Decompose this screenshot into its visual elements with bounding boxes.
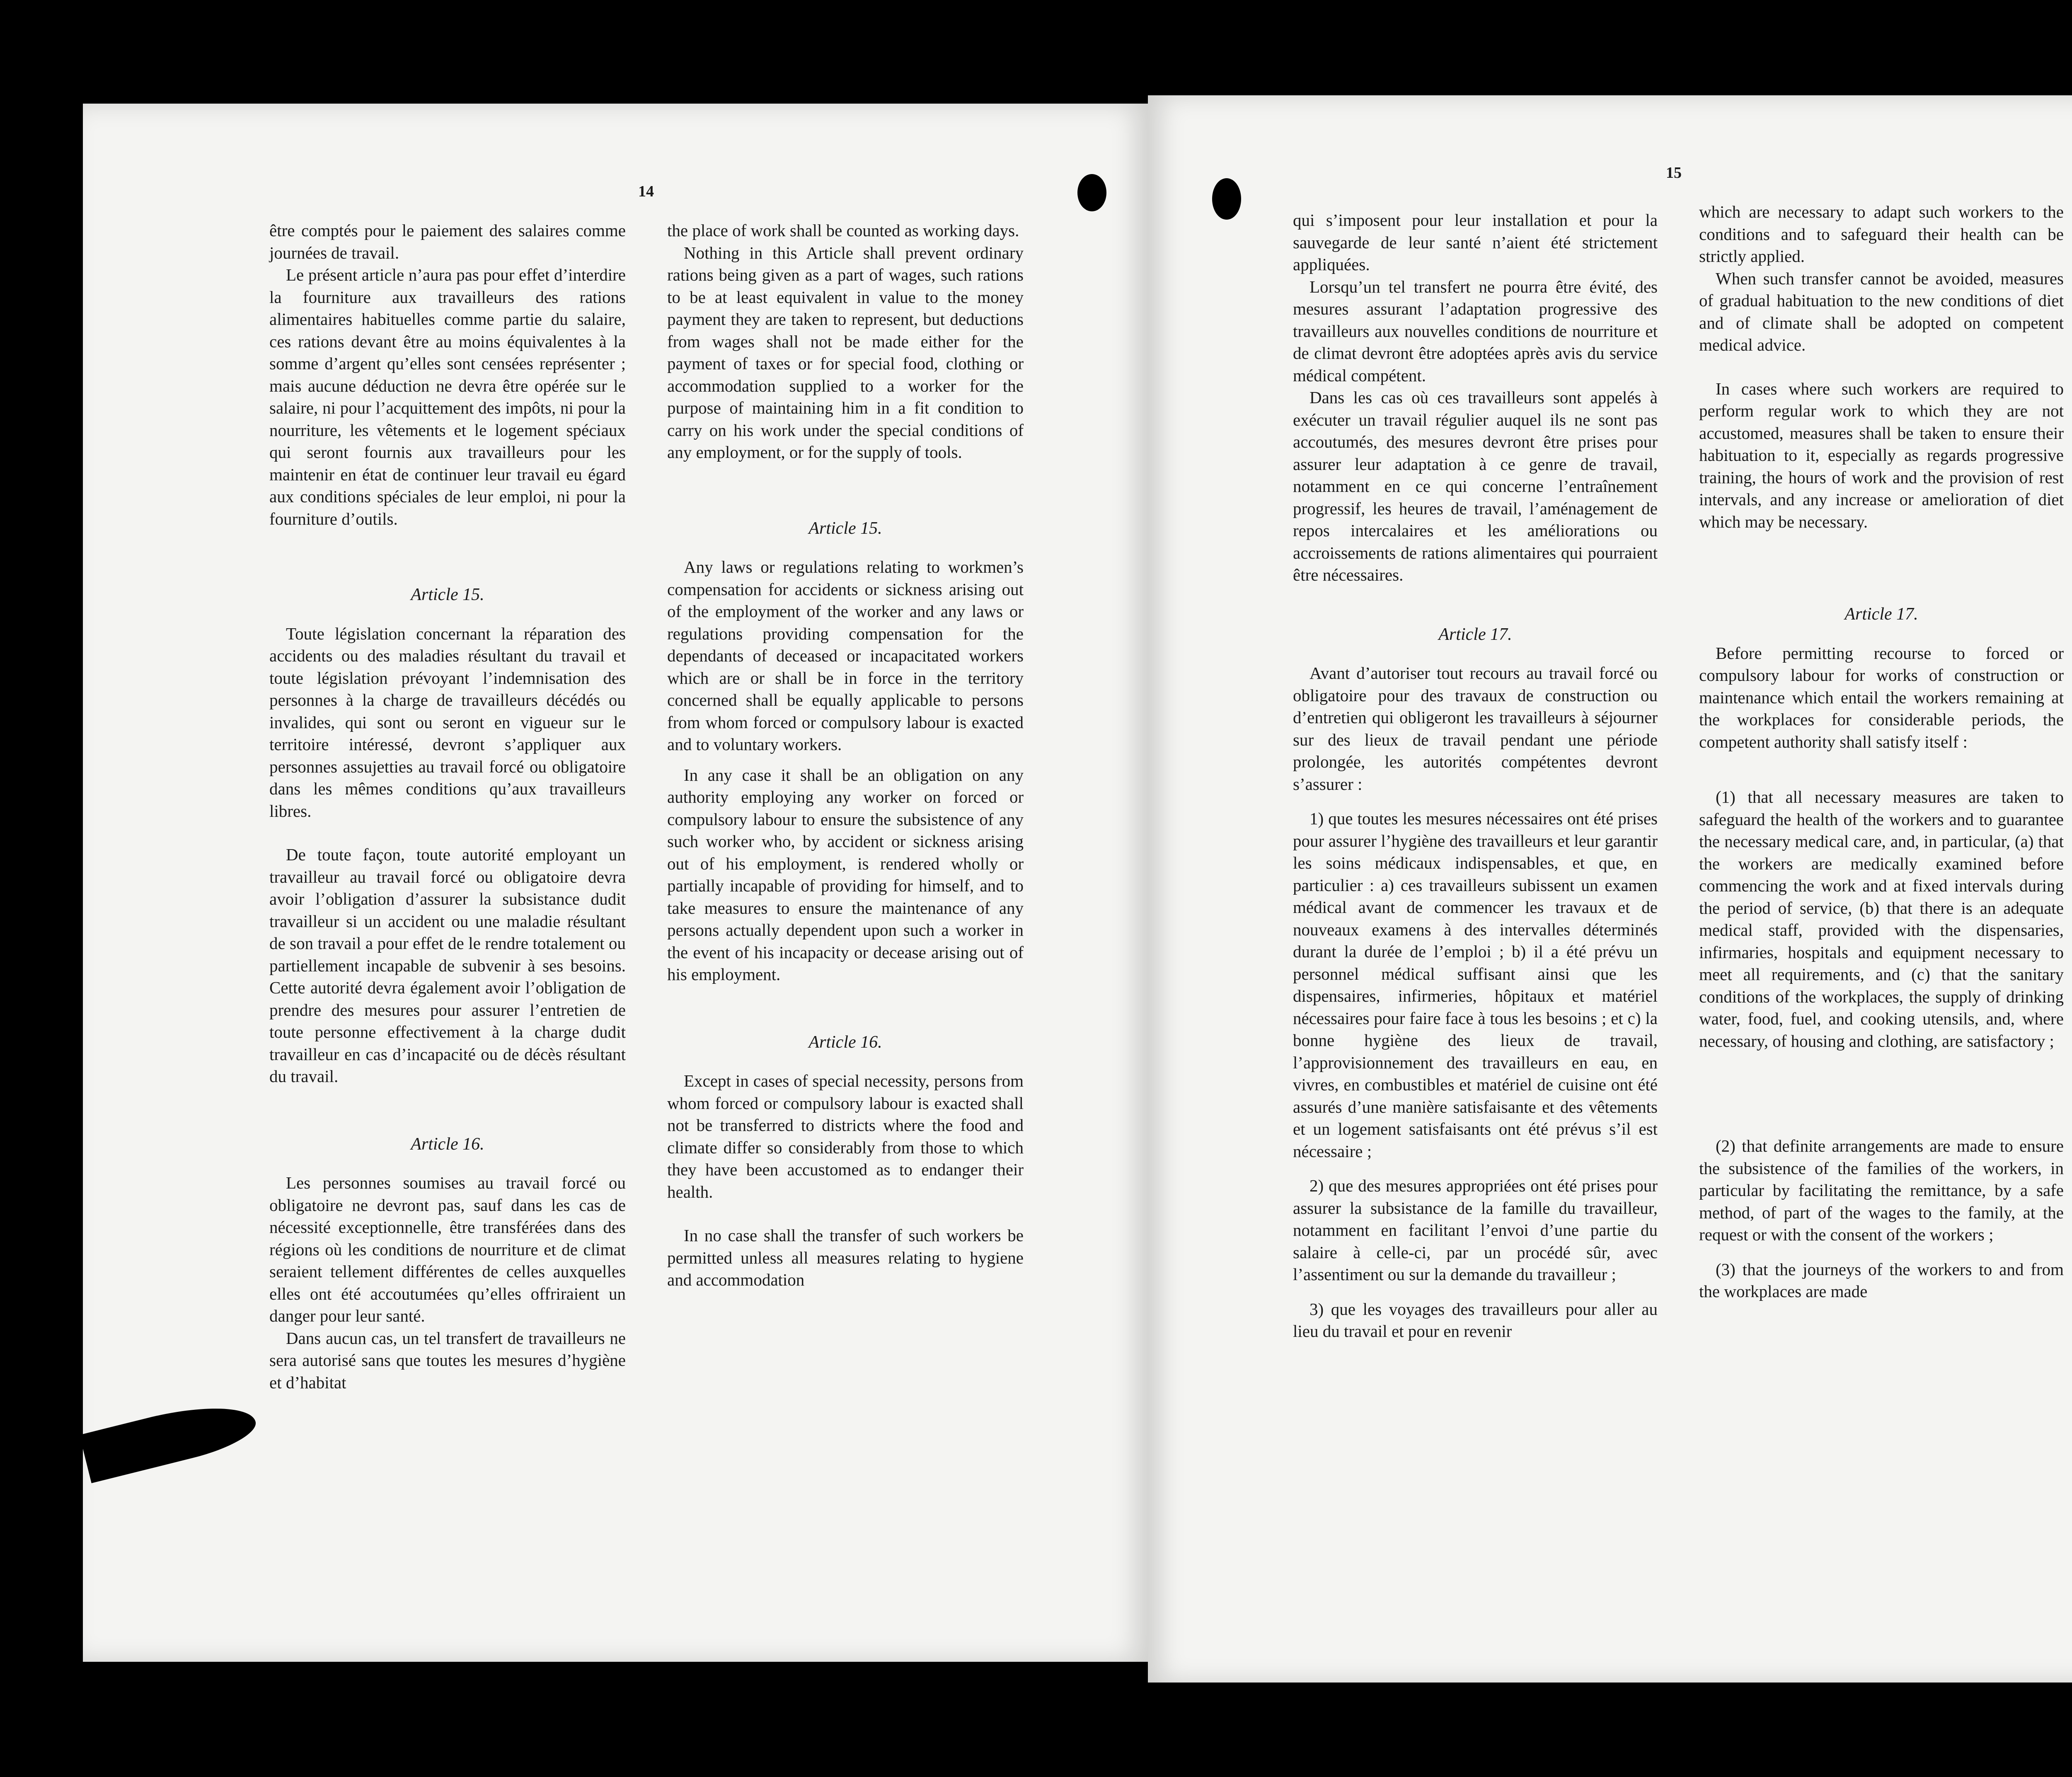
article-heading: Article 17. [1438, 625, 1512, 644]
paragraph: Avant d’autoriser tout recours au travail forcé ou obligatoire pour des travaux de construction ou d’entretien qui obligeront les travailleurs à séjourner sur des lieux de travail pendant une période prolongée, les autorités compétentes devront s’assurer : [1293, 663, 1658, 794]
paragraph: Nothing in this Article shall prevent ordinary rations being given as a part of wages, such rations to be at least equivalent in value to the money payment they are taken to represent, but deductions from wages shall not be made either for the payment of taxes or for special food, clothing or accommodation supplied to a worker for the purpose of maintaining him in a fit condition to carry on his work under the special conditions of any employment, or for the supply of tools. [667, 243, 1024, 462]
paragraph: In no case shall the transfer of such workers be permitted unless all measures relating to hygiene and accommodation [667, 1226, 1024, 1289]
article-heading: Article 16. [808, 1032, 882, 1052]
paragraph: In any case it shall be an obligation on any authority employing any worker on forced or compulsory labour to ensure the subsistence of any such worker who, by accident or sickness arising out of his employment, is rendered wholly or partially incapable of providing for himself, and to take measures to ensure the maintenance of any persons actually dependent upon such a worker in the event of his incapacity or decease arising out of his employment. [667, 765, 1024, 984]
paragraph: être comptés pour le paiement des salaires comme journées de travail. [269, 221, 626, 262]
paragraph: 3) que les voyages des travailleurs pour aller au lieu du travail et pour en revenir [1293, 1299, 1658, 1341]
paragraph: (1) that all necessary measures are taken to safeguard the health of the workers and to guarantee the necessary medical care, and, in particular, (a) that the workers are medically examined before commencing the work and at fixed intervals during the period of service, (b) that there is an adequate medical staff, provided with the dispensaries, infirmaries, hospitals and equipment necessary to meet all requirements, and (c) that the sanitary conditions of the workplaces, the supply of drinking water, food, fuel, and cooking utensils, and, where necessary, of housing and clothing, are satisfactory ; [1699, 787, 2064, 1051]
paragraph: qui s’imposent pour leur installation et pour la sauvegarde de leur santé n’aient été strictement appliquées. [1293, 211, 1658, 274]
left-fr-column [269, 220, 626, 1394]
paragraph: Les personnes soumises au travail forcé ou obligatoire ne devront pas, sauf dans les cas de nécessité exceptionnelle, être transférées dans des régions où les conditions de nourriture et de climat seraient tellement différentes de celles auxquelles elles ont été accoutumées qu’elles offriraient un danger pour leur santé. [269, 1173, 626, 1325]
right-fr-column [1293, 209, 1658, 1343]
article-heading: Article 15. [411, 585, 484, 604]
paragraph: the place of work shall be counted as working days. [667, 221, 1019, 240]
paragraph: Any laws or regulations relating to workmen’s compensation for accidents or sickness arising out of the employment of the worker and any laws or regulations providing compensation for the dependants of deceased or incapacitated workers which are or shall be in force in the territory concerned shall be equally applicable to persons from whom forced or compulsory labour is exacted and to voluntary workers. [667, 557, 1024, 754]
left-page [83, 104, 1148, 1662]
paragraph: 1) que toutes les mesures nécessaires ont été prises pour assurer l’hygiène des travailleurs et leur garantir les soins médicaux indispensables, et que, en particulier : a) ces travailleurs subissent un examen médical avant de commencer les travaux et de nouveaux examens à des intervalles déterminés durant la durée de l’emploi ; b) il a été prévu un personnel médical suffisant ainsi que les dispensaires, infirmeries, hôpitaux et matériel nécessaires pour faire face à tous les besoins ; et c) la bonne hygiène des lieux de travail, l’approvisionnement des travailleurs en eau, en vivres, en combustibles et matériel de cuisine ont été assurés d’une manière satisfaisante et des vêtements et un logement satisfaisants ont été prévus s’il est nécessaire ; [1293, 809, 1658, 1161]
torn-edge [80, 1393, 261, 1483]
left-en-column [667, 220, 1024, 1291]
paragraph: Toute législation concernant la réparation des accidents ou des maladies résultant du travail et toute législation prévoyant l’indemnisation des personnes à la charge de travailleurs décédés ou invalides, qui sont ou seront en vigueur sur le territoire intéressé, devront s’appliquer aux personnes assujetties au travail forcé ou obligatoire dans les mêmes conditions qu’aux travailleurs libres. [269, 624, 626, 821]
page-number-right: 15 [1666, 164, 1682, 182]
right-en-column [1699, 201, 2064, 1303]
article-heading: Article 17. [1844, 605, 1918, 624]
paragraph: 2) que des mesures appropriées ont été prises pour assurer la subsistance de la famille du travailleur, notamment en facilitant l’envoi d’une partie du salaire à celle-ci, par un procédé sûr, avec l’assentiment ou sur la demande du travailleur ; [1293, 1176, 1658, 1284]
paragraph: (2) that definite arrangements are made to ensure the subsistence of the families of the workers, in particular by facilitating the remittance, by a safe method, of part of the wages to the family, at the request or with the consent of the workers ; [1699, 1136, 2064, 1244]
paragraph: Dans les cas où ces travailleurs sont appelés à exécuter un travail régulier auquel ils ne sont pas accoutumés, des mesures devront être prises pour assurer leur adaptation à ce genre de travail, notamment en ce qui concerne l’entraînement progressif, les heures de travail, l’aménagement de repos intercalaires et les améliorations ou accroissements de rations alimentaires qui pourraient être nécessaires. [1293, 388, 1658, 584]
right-page [1148, 95, 2072, 1683]
article-heading: Article 16. [411, 1134, 484, 1154]
paragraph: which are necessary to adapt such workers to the conditions and to safeguard their health can be strictly applied. [1699, 202, 2064, 266]
punch-hole [1212, 178, 1241, 220]
paragraph: Dans aucun cas, un tel transfert de travailleurs ne sera autorisé sans que toutes les mesures d’hygiène et d’habitat [269, 1328, 626, 1392]
paragraph: Except in cases of special necessity, persons from whom forced or compulsory labour is exacted shall not be transferred to districts where the food and climate differ so considerably from those to which they have been accustomed as to endanger their health. [667, 1071, 1024, 1201]
paragraph: Le présent article n’aura pas pour effet d’interdire la fourniture aux travailleurs des rations alimentaires habituelles comme partie du salaire, ces rations devant être au moins équivalentes à la somme d’argent qu’elles sont censées représenter ; mais aucune déduction ne devra être opérée sur le salaire, ni pour l’acquittement des impôts, ni pour la nourriture, les vêtements et le logement spéciaux qui seront fournis aux travailleurs pour les maintenir en état de continuer leur travail eu égard aux conditions spéciales de leur emploi, ni pour la fourniture d’outils. [269, 265, 626, 528]
punch-hole [1077, 174, 1106, 211]
article-heading: Article 15. [808, 518, 882, 538]
paragraph: Before permitting recourse to forced or compulsory labour for works of construction or maintenance which entail the workers remaining at the workplaces for considerable periods, the competent authority shall satisfy itself : [1699, 643, 2064, 751]
paragraph: When such transfer cannot be avoided, measures of gradual habituation to the new conditions of diet and of climate shall be adopted on competent medical advice. [1699, 269, 2064, 354]
paragraph: In cases where such workers are required to perform regular work to which they are not accustomed, measures shall be taken to ensure their habituation to it, especially as regards progressive training, the hours of work and the provision of rest intervals, and any increase or amelioration of diet which may be necessary. [1699, 379, 2064, 531]
page-number-left: 14 [638, 183, 654, 200]
paragraph: Lorsqu’un tel transfert ne pourra être évité, des mesures assurant l’adaptation progressive des travailleurs aux nouvelles conditions de nourriture et de climat devront être adoptées après avis du service médical compétent. [1293, 277, 1658, 385]
paragraph: De toute façon, toute autorité employant un travailleur au travail forcé ou obligatoire devra avoir l’obligation d’assurer la subsistance dudit travailleur si un accident ou une maladie résultant de son travail a pour effet de le rendre totalement ou partiellement incapable de subvenir à ses besoins. Cette autorité devra également avoir l’obligation de prendre des mesures pour assurer l’entretien de toute personne effectivement à la charge dudit travailleur en cas d’incapacité ou de décès résultant du travail. [269, 845, 626, 1086]
paragraph: (3) that the journeys of the workers to and from the workplaces are made [1699, 1259, 2064, 1301]
